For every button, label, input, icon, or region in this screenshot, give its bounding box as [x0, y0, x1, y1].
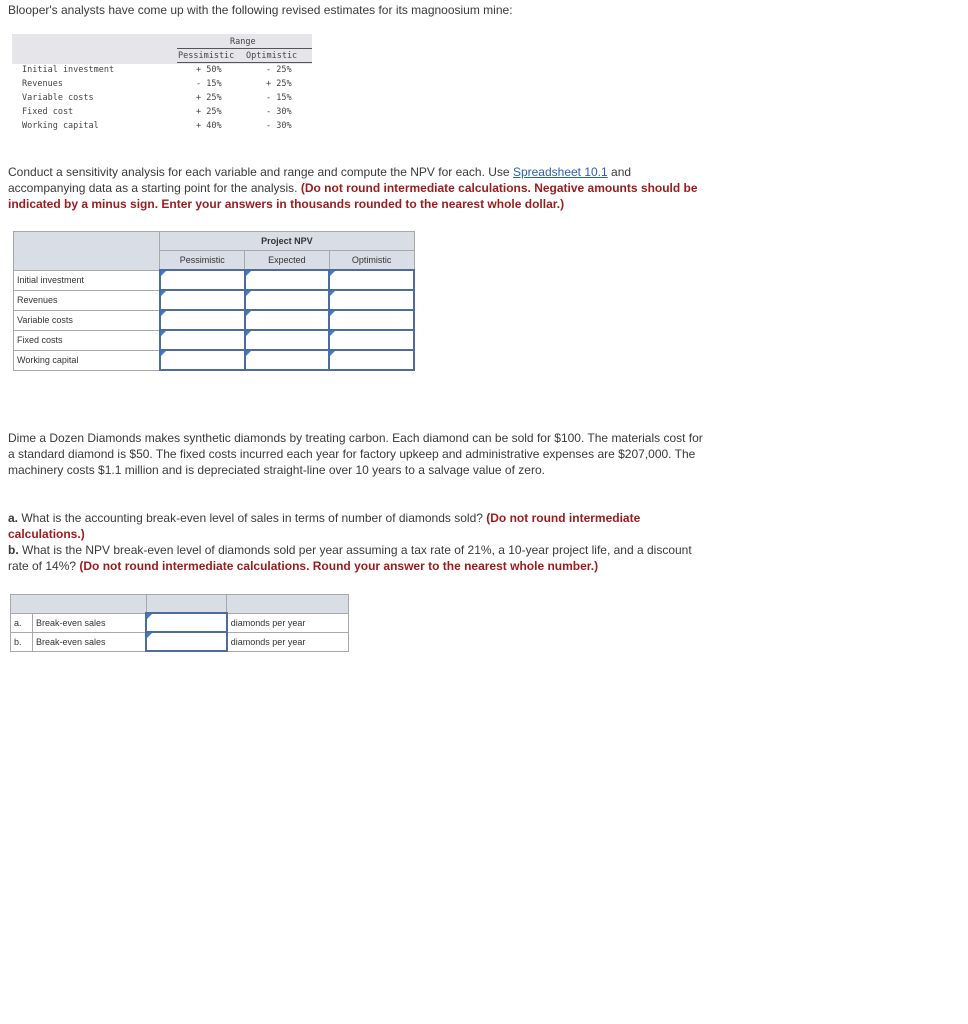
npv-row-label: Fixed costs	[14, 330, 160, 350]
table-row	[14, 310, 415, 330]
question-a-prefix: a.	[8, 511, 19, 525]
range-label: Range	[230, 37, 256, 47]
est-row-pess: + 40%	[196, 121, 222, 131]
est-row-label: Revenues	[22, 79, 63, 89]
npv-input-pessimistic[interactable]	[160, 290, 245, 310]
breakeven-unit: diamonds per year	[227, 613, 349, 632]
est-row-pess: + 25%	[196, 107, 222, 117]
estimates-table	[12, 34, 312, 134]
instructions-text-b: and accompanying data as a starting point for the analysis.	[8, 165, 632, 195]
breakeven-letter: a.	[11, 613, 33, 632]
breakeven-header-blank	[11, 595, 147, 614]
instructions-text-a: Conduct a sensitivity analysis for each variable and range and compute the NPV for each. Use	[8, 165, 513, 179]
table-row	[14, 290, 415, 310]
npv-input-optimistic[interactable]	[329, 350, 414, 370]
breakeven-letter: b.	[11, 632, 33, 651]
breakeven-input-a[interactable]	[146, 613, 227, 632]
npv-corner	[14, 232, 160, 271]
breakeven-table	[10, 594, 349, 652]
est-row-pess: - 15%	[196, 79, 222, 89]
question-a	[8, 510, 708, 542]
npv-row-label: Revenues	[14, 290, 160, 310]
npv-input-expected[interactable]	[245, 290, 330, 310]
question-b-prefix: b.	[8, 543, 19, 557]
breakeven-header-blank	[227, 595, 349, 614]
col-optimistic: Optimistic	[246, 51, 298, 61]
npv-row-label: Variable costs	[14, 310, 160, 330]
question-a-text: What is the accounting break-even level of sales in terms of number of diamonds sold?	[18, 511, 487, 525]
est-row-label: Fixed cost	[22, 107, 74, 117]
table-row	[11, 613, 349, 632]
npv-input-expected[interactable]	[245, 330, 330, 350]
instructions-bold: (Do not round intermediate calculations. Negative amounts should be indicated by a minus sign. Enter your answers in thousands rounded to the nearest whole dollar.)	[8, 181, 698, 211]
table-row	[11, 632, 349, 651]
npv-table	[13, 231, 415, 371]
project-npv-header: Project NPV	[160, 232, 414, 251]
spreadsheet-link[interactable]: Spreadsheet 10.1	[512, 165, 608, 179]
npv-col-pessimistic: Pessimistic	[160, 251, 245, 271]
npv-input-optimistic[interactable]	[329, 270, 414, 290]
breakeven-header-blank	[146, 595, 227, 614]
npv-input-pessimistic[interactable]	[160, 270, 245, 290]
question-b	[8, 542, 708, 574]
est-row-opt: - 30%	[266, 107, 292, 117]
est-row-opt: - 25%	[266, 65, 292, 75]
npv-input-pessimistic[interactable]	[160, 350, 245, 370]
breakeven-input-b[interactable]	[146, 632, 227, 651]
npv-input-expected[interactable]	[245, 270, 330, 290]
range-underline	[177, 48, 312, 49]
npv-input-optimistic[interactable]	[329, 330, 414, 350]
sensitivity-instructions	[8, 164, 708, 212]
npv-input-optimistic[interactable]	[329, 290, 414, 310]
est-row-label: Initial investment	[22, 65, 115, 75]
est-row-label: Variable costs	[22, 93, 94, 103]
npv-row-label: Initial investment	[14, 270, 160, 290]
table-row	[14, 270, 415, 290]
question-b-bold: (Do not round intermediate calculations. Round your answer to the nearest whole number.)	[79, 559, 599, 573]
npv-input-pessimistic[interactable]	[160, 330, 245, 350]
table-row	[14, 350, 415, 370]
question-a-bold: (Do not round intermediate calculations.)	[8, 511, 641, 541]
npv-input-expected[interactable]	[245, 350, 330, 370]
npv-col-expected: Expected	[245, 251, 330, 271]
header-underline	[177, 62, 312, 63]
col-pessimistic: Pessimistic	[178, 51, 235, 61]
npv-col-optimistic: Optimistic	[329, 251, 414, 271]
diamonds-problem-text: Dime a Dozen Diamonds makes synthetic diamonds by treating carbon. Each diamond can be sold for $100. The materials cost for a standard diamond is $50. The fixed costs incurred each year for factory upkeep and administrative expenses are $207,000. The machinery costs $1.1 million and is depreciated straight-line over 10 years to a salvage value of zero.	[8, 431, 703, 477]
est-row-opt: + 25%	[266, 79, 292, 89]
est-row-opt: - 15%	[266, 93, 292, 103]
npv-input-optimistic[interactable]	[329, 310, 414, 330]
npv-input-pessimistic[interactable]	[160, 310, 245, 330]
est-row-opt: - 30%	[266, 121, 292, 131]
est-row-pess: + 50%	[196, 65, 222, 75]
npv-row-label: Working capital	[14, 350, 160, 370]
est-row-pess: + 25%	[196, 93, 222, 103]
npv-input-expected[interactable]	[245, 310, 330, 330]
breakeven-label: Break-even sales	[32, 613, 146, 632]
intro-text: Blooper's analysts have come up with the following revised estimates for its magnoosium mine:	[8, 3, 513, 17]
table-row	[14, 330, 415, 350]
breakeven-unit: diamonds per year	[227, 632, 349, 651]
breakeven-label: Break-even sales	[32, 632, 146, 651]
question-b-text: What is the NPV break-even level of diamonds sold per year assuming a tax rate of 21%, a 10-year project life, and a discount rate of 14%?	[8, 543, 692, 573]
est-row-label: Working capital	[22, 121, 99, 131]
